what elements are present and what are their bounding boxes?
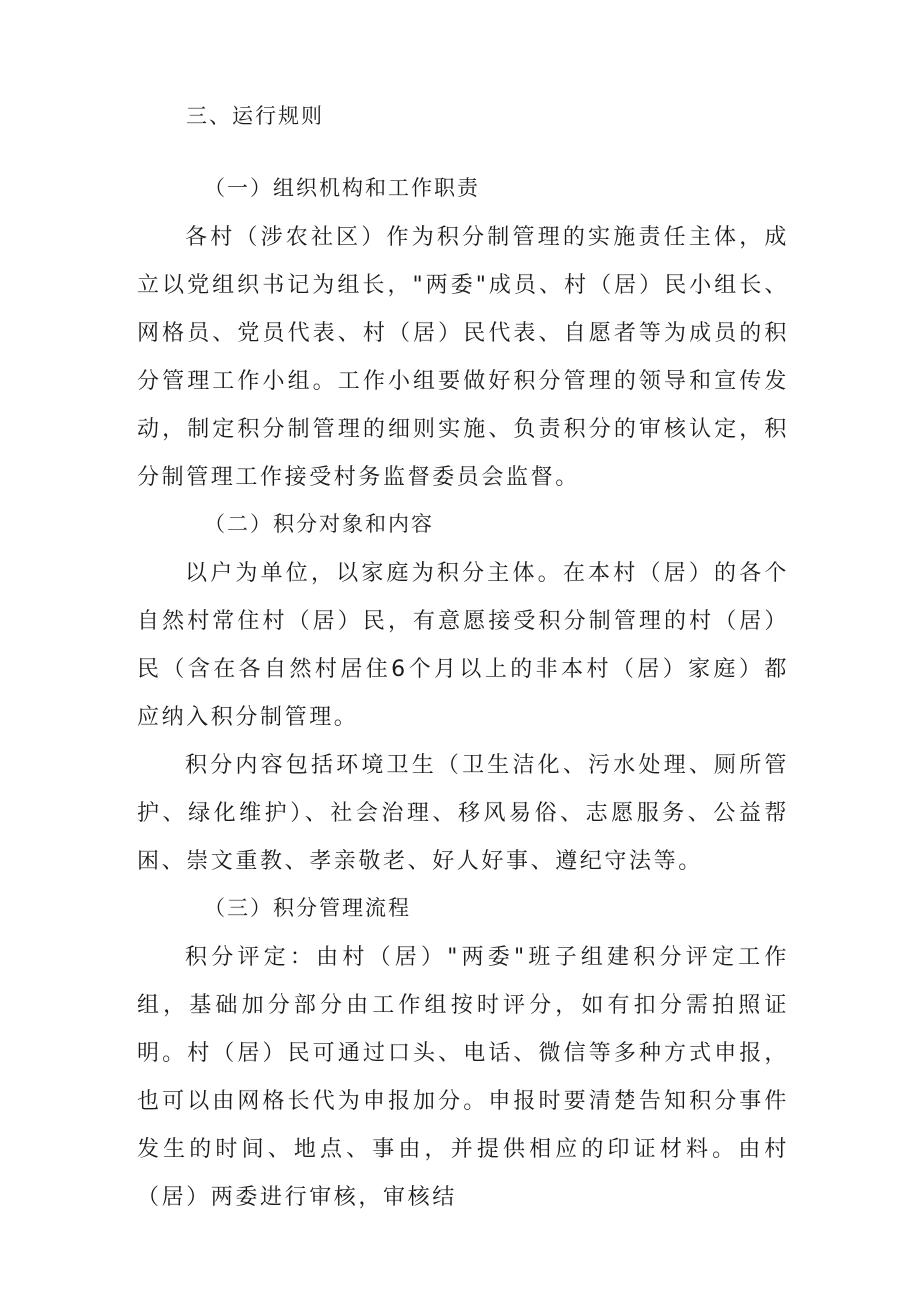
paragraph-organization: 各村（涉农社区）作为积分制管理的实施责任主体，成立以党组织书记为组长，"两委"成员、村（居）民小组长、网格员、党员代表、村（居）民代表、自愿者等为成员的积分管理工作小组。工作小组要做好积分管理的领导和宣传发动，制定积分制管理的细则实施、负责积分的审核认定，积分制管理工作接受村务监督委员会监督。 <box>137 225 789 490</box>
section-heading: 三、运行规则 <box>186 104 324 128</box>
paragraph-content: 积分内容包括环境卫生（卫生洁化、污水处理、厕所管护、绿化维护）、社会治理、移风易俗、志愿服务、公益帮困、崇文重教、孝亲敬老、好人好事、遵纪守法等。 <box>137 753 789 874</box>
subsection-heading-process: （三）积分管理流程 <box>204 896 411 920</box>
paragraph-process: 积分评定：由村（居）"两委"班子组建积分评定工作组，基础加分部分由工作组按时评分，如有扣分需拍照证明。村（居）民可通过口头、电话、微信等多种方式申报，也可以由网格长代为申报加分。申报时要清楚告知积分事件发生的时间、地点、事由，并提供相应的印证材料。由村（居）两委进行审核，审核结 <box>137 945 789 1210</box>
subsection-heading-targets: （二）积分对象和内容 <box>204 512 434 536</box>
paragraph-targets: 以户为单位，以家庭为积分主体。在本村（居）的各个自然村常住村（居）民，有意愿接受积分制管理的村（居）民（含在各自然村居住6个月以上的非本村（居）家庭）都应纳入积分制管理。 <box>137 561 789 730</box>
subsection-heading-organization: （一）组织机构和工作职责 <box>204 176 480 200</box>
